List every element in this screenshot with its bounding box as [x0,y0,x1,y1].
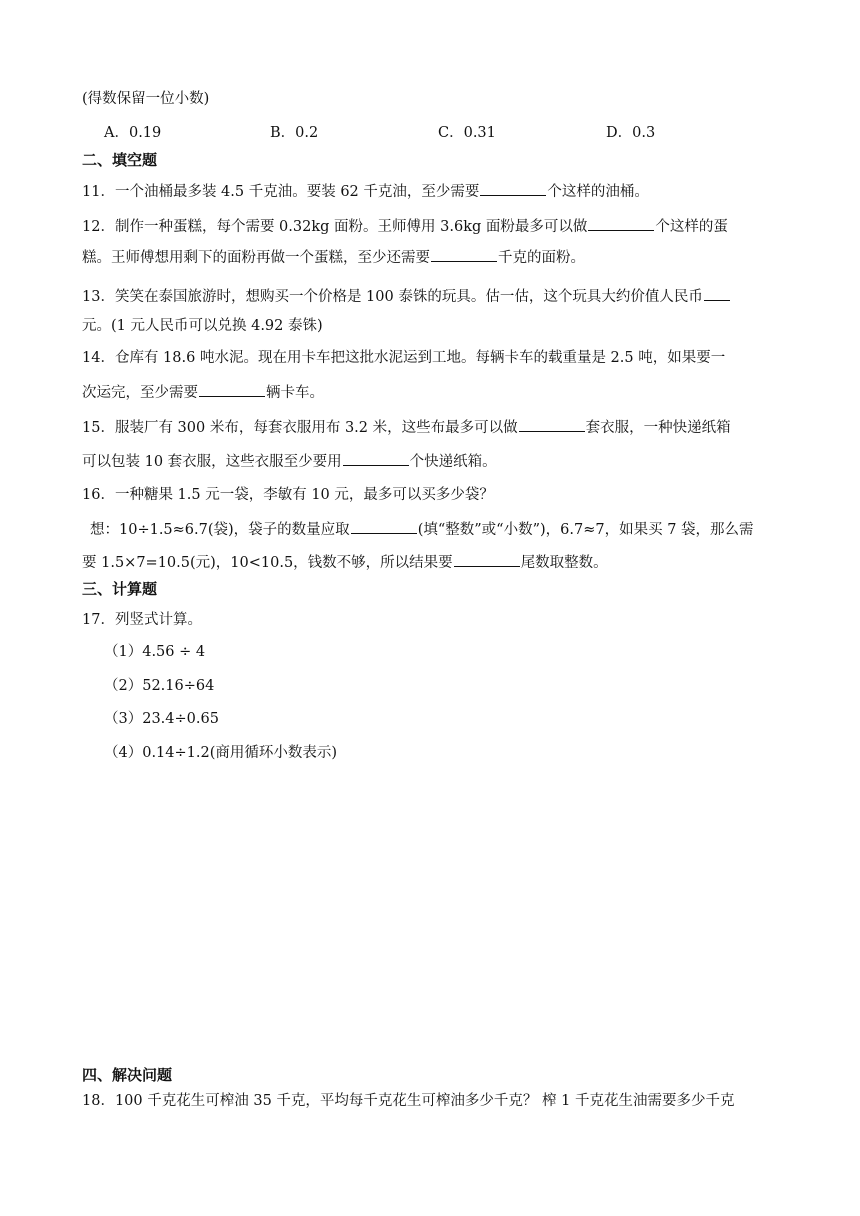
question-14-line-2 [82,381,324,403]
q16-text: 想：10÷1.5≈6.7(袋)，袋子的数量应取 [90,522,350,538]
answer-blank [199,381,265,397]
answer-blank [351,518,417,534]
question-14-line-1: 14．仓库有 18.6 吨水泥。现在用卡车把这批水泥运到工地。每辆卡车的载重量是 2.5 吨，如果要一 [82,350,726,366]
section-calculation-title: 三、计算题 [82,580,158,598]
q13-text: 13．笑笑在泰国旅游时，想购买一个价格是 100 泰铢的玩具。估一估，这个玩具大约价值人民币 [82,289,703,305]
calc-item-4: （4）0.14÷1.2(商用循环小数表示) [104,745,338,761]
question-12-line-2 [82,246,585,268]
question-16-line-3 [82,551,608,573]
answer-blank [343,450,409,466]
question-13-line-2: 元。(1 元人民币可以兑换 4.92 泰铢) [82,318,323,334]
answer-blank [519,416,585,432]
question-12-line-1 [82,215,728,237]
q15-text: 15．服装厂有 300 米布，每套衣服用布 3.2 米，这些布最多可以做 [82,420,518,436]
q12-text: 12．制作一种蛋糕，每个需要 0.32kg 面粉。王师傅用 3.6kg 面粉最多可以做 [82,219,588,235]
q15-text: 套衣服，一种快递纸箱 [585,420,731,436]
question-11 [82,180,649,202]
section-fill-blank-title: 二、填空题 [82,151,158,169]
answer-blank [431,246,497,262]
q11-text-b: 个这样的油桶。 [547,184,649,200]
q12-text: 个这样的蛋 [655,219,728,235]
question-16-line-2 [90,518,754,540]
calc-item-3: （3）23.4÷0.65 [104,711,219,727]
q16-text: 尾数取整数。 [520,555,608,571]
answer-blank [704,285,730,301]
answer-blank [480,180,546,196]
question-13-line-1 [82,285,731,307]
q12-text: 千克的面粉。 [498,250,585,266]
question-18-line-1: 18．100 千克花生可榨油 35 千克，平均每千克花生可榨油多少千克？ 榨 1 千克花生油需要多少千克 [82,1093,735,1109]
question-15-line-2 [82,450,497,472]
question-15-line-1 [82,416,731,438]
q15-text: 个快递纸箱。 [409,454,497,470]
q14-text: 次运完，至少需要 [82,385,198,401]
q16-text: (填“整数”或“小数”)，6.7≈7，如果买 7 袋，那么需 [417,522,754,538]
question-17-stem: 17．列竖式计算。 [82,612,202,628]
option-c: C．0.31 [438,125,496,141]
q16-text: 要 1.5×7=10.5(元)，10<10.5，钱数不够，所以结果要 [82,555,453,571]
q11-text-a: 11．一个油桶最多装 4.5 千克油。要装 62 千克油，至少需要 [82,184,480,200]
q12-text: 糕。王师傅想用剩下的面粉再做一个蛋糕，至少还需要 [82,250,430,266]
answer-blank [454,551,520,567]
calc-item-2: （2）52.16÷64 [104,678,215,694]
q14-text: 辆卡车。 [266,385,324,401]
question-16-line-1: 16．一种糖果 1.5 元一袋，李敏有 10 元，最多可以买多少袋？ [82,487,494,503]
answer-blank [588,215,654,231]
section-problem-solving-title: 四、解决问题 [82,1066,173,1084]
option-d: D．0.3 [606,125,656,141]
option-a: A．0.19 [104,125,162,141]
calc-item-1: （1）4.56 ÷ 4 [104,644,206,660]
q15-text: 可以包装 10 套衣服，这些衣服至少要用 [82,454,342,470]
rounding-note: (得数保留一位小数) [82,91,210,107]
option-b: B．0.2 [270,125,319,141]
